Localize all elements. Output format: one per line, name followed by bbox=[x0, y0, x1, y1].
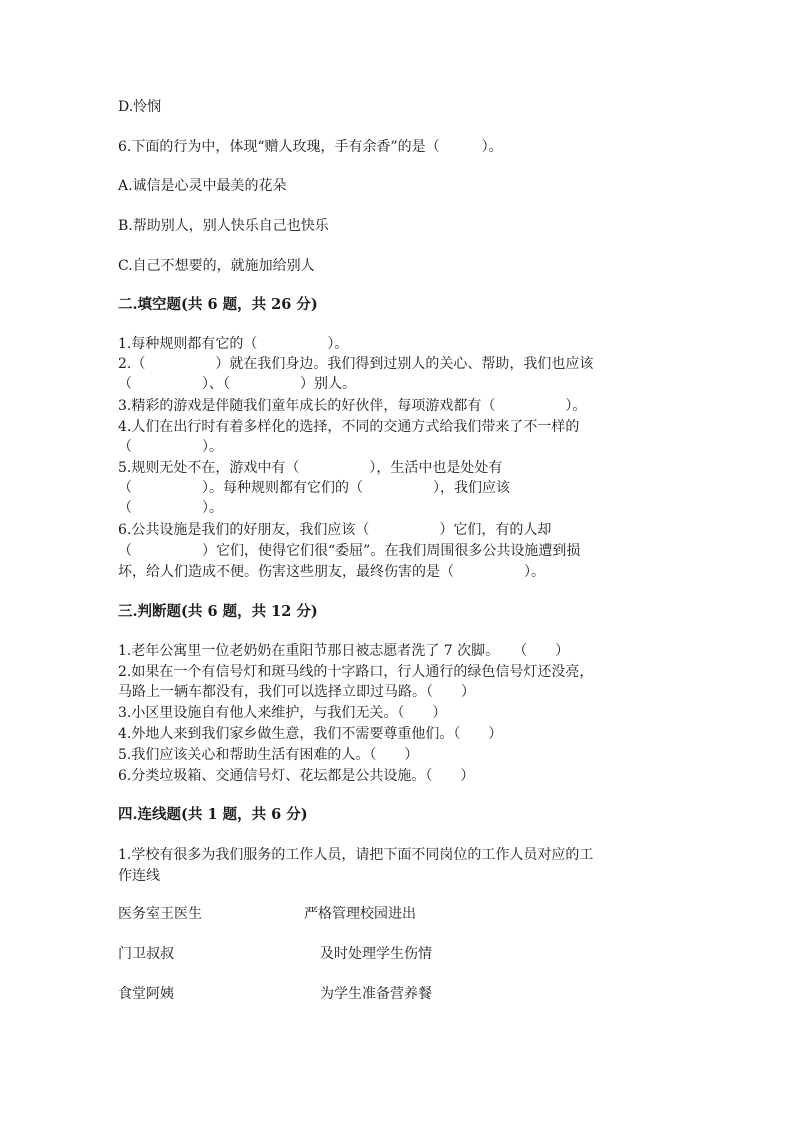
q6-option-a: A.诚信是心灵中最美的花朵 bbox=[118, 178, 287, 194]
q6-option-c: C.自己不想要的，就施加给别人 bbox=[118, 258, 315, 274]
section2-line: （ ）。 bbox=[118, 439, 223, 455]
section2-line: （ ）。每种规则都有它们的（ ），我们应该 bbox=[118, 480, 510, 496]
section2-line: 2.（ ）就在我们身边。我们得到过别人的关心、帮助，我们也应该 bbox=[118, 356, 594, 372]
section2-line: 5.规则无处不在，游戏中有（ ），生活中也是处处有 bbox=[118, 460, 503, 476]
section3-line: 马路上一辆车都没有，我们可以选择立即过马路。（ ） bbox=[118, 684, 475, 700]
q5-option-d: D.怜悯 bbox=[118, 99, 162, 115]
q6-question: 6.下面的行为中，体现“赠人玫瑰，手有余香”的是（ ）。 bbox=[118, 139, 503, 155]
section2-line: 坏，给人们造成不便。伤害这些朋友，最终伤害的是（ ）。 bbox=[118, 564, 545, 580]
match-left-item: 医务室王医生 bbox=[118, 906, 202, 922]
section2-heading: 二.填空题(共 6 题，共 26 分) bbox=[118, 296, 318, 313]
section2-line: （ ）、（ ）别人。 bbox=[118, 376, 356, 392]
section3-heading: 三.判断题(共 6 题，共 12 分) bbox=[118, 603, 318, 620]
section3-line: 1.老年公寓里一位老奶奶在重阳节那日被志愿者洗了 7 次脚。 （ ） bbox=[118, 643, 570, 659]
match-right-item: 严格管理校园进出 bbox=[304, 906, 416, 922]
match-right-item: 为学生准备营养餐 bbox=[320, 986, 432, 1002]
section4-question-line: 1.学校有很多为我们服务的工作人员，请把下面不同岗位的工作人员对应的工 bbox=[118, 847, 594, 863]
section2-line: （ ）它们，使得它们很“委屈”。在我们周围很多公共设施遭到损 bbox=[118, 543, 581, 559]
section2-line: 6.公共设施是我们的好朋友，我们应该（ ）它们，有的人却 bbox=[118, 522, 552, 538]
section3-line: 6.分类垃圾箱、交通信号灯、花坛都是公共设施。（ ） bbox=[118, 768, 475, 784]
section3-line: 5.我们应该关心和帮助生活有困难的人。（ ） bbox=[118, 747, 419, 763]
section2-line: （ ）。 bbox=[118, 500, 223, 516]
section3-line: 4.外地人来到我们家乡做生意，我们不需要尊重他们。（ ） bbox=[118, 726, 503, 742]
section2-line: 4.人们在出行时有着多样化的选择，不同的交通方式给我们带来了不一样的 bbox=[118, 419, 580, 435]
section2-line: 1.每种规则都有它的（ ）。 bbox=[118, 336, 349, 352]
q6-option-b: B.帮助别人，别人快乐自己也快乐 bbox=[118, 218, 329, 234]
match-left-item: 食堂阿姨 bbox=[118, 986, 174, 1002]
section3-line: 3.小区里设施自有他人来维护，与我们无关。（ ） bbox=[118, 705, 447, 721]
match-right-item: 及时处理学生伤情 bbox=[320, 946, 432, 962]
section4-heading: 四.连线题(共 1 题，共 6 分) bbox=[118, 806, 308, 823]
section4-question-line: 作连线 bbox=[118, 868, 160, 884]
section3-line: 2.如果在一个有信号灯和斑马线的十字路口，行人通行的绿色信号灯还没亮， bbox=[118, 664, 594, 680]
match-left-item: 门卫叔叔 bbox=[118, 946, 174, 962]
section2-line: 3.精彩的游戏是伴随我们童年成长的好伙伴，每项游戏都有（ ）。 bbox=[118, 398, 587, 414]
